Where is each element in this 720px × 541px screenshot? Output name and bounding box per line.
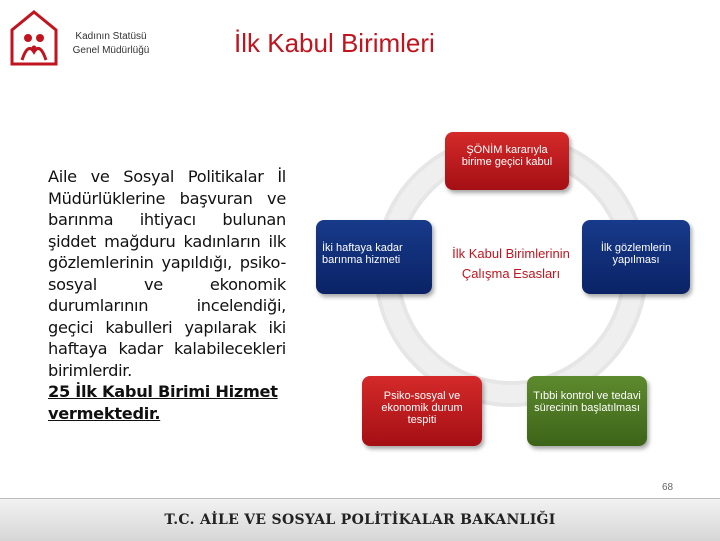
step-psychosocial-assessment-text: Psiko-sosyal ve ekonomik durum tespiti [381, 390, 463, 426]
page-title: İlk Kabul Birimleri [234, 28, 435, 58]
step-initial-observation-text: İlk gözlemlerin yapılması [600, 242, 672, 266]
ministry-logo-icon [8, 8, 60, 68]
step-medical-control-text: Tıbbi kontrol ve tedavi sürecinin başlatılması [533, 390, 641, 414]
step-psychosocial-assessment [362, 376, 482, 446]
org-line-2: Genel Müdürlüğü [72, 45, 150, 56]
step-initial-observation [582, 220, 690, 294]
step-temporary-admission [445, 132, 569, 190]
step-shelter-service [316, 220, 432, 294]
org-line-1: Kadının Statüsü [75, 31, 147, 42]
page-number: 68 [662, 482, 674, 493]
ministry-name: T.C. AİLE VE SOSYAL POLİTİKALAR BAKANLIĞI [164, 512, 556, 528]
unit-count-statement: 25 İlk Kabul Birimi Hizmet vermektedir. [48, 382, 278, 423]
step-shelter-service-text: İki haftaya kadar barınma hizmeti [322, 242, 403, 266]
step-medical-control [527, 376, 647, 446]
cycle-center-label: İlk Kabul Birimlerinin Çalışma Esasları [452, 246, 570, 281]
description-text: Aile ve Sosyal Politikalar İl Müdürlüklerine başvuran ve barınma ihtiyacı bulunan şiddet mağduru kadınların ilk gözlemlerinin yapıldığı, psiko-sosyal ve ekonomik durumlarının incelendiği, geçici kabulleri yapılarak iki haftaya kadar kalabilecekleri birimlerdir. [48, 167, 286, 380]
description-paragraph [48, 166, 286, 424]
organization-name [62, 30, 160, 58]
step-temporary-admission-text: ŞÖNİM kararıyla birime geçici kabul [461, 144, 553, 168]
